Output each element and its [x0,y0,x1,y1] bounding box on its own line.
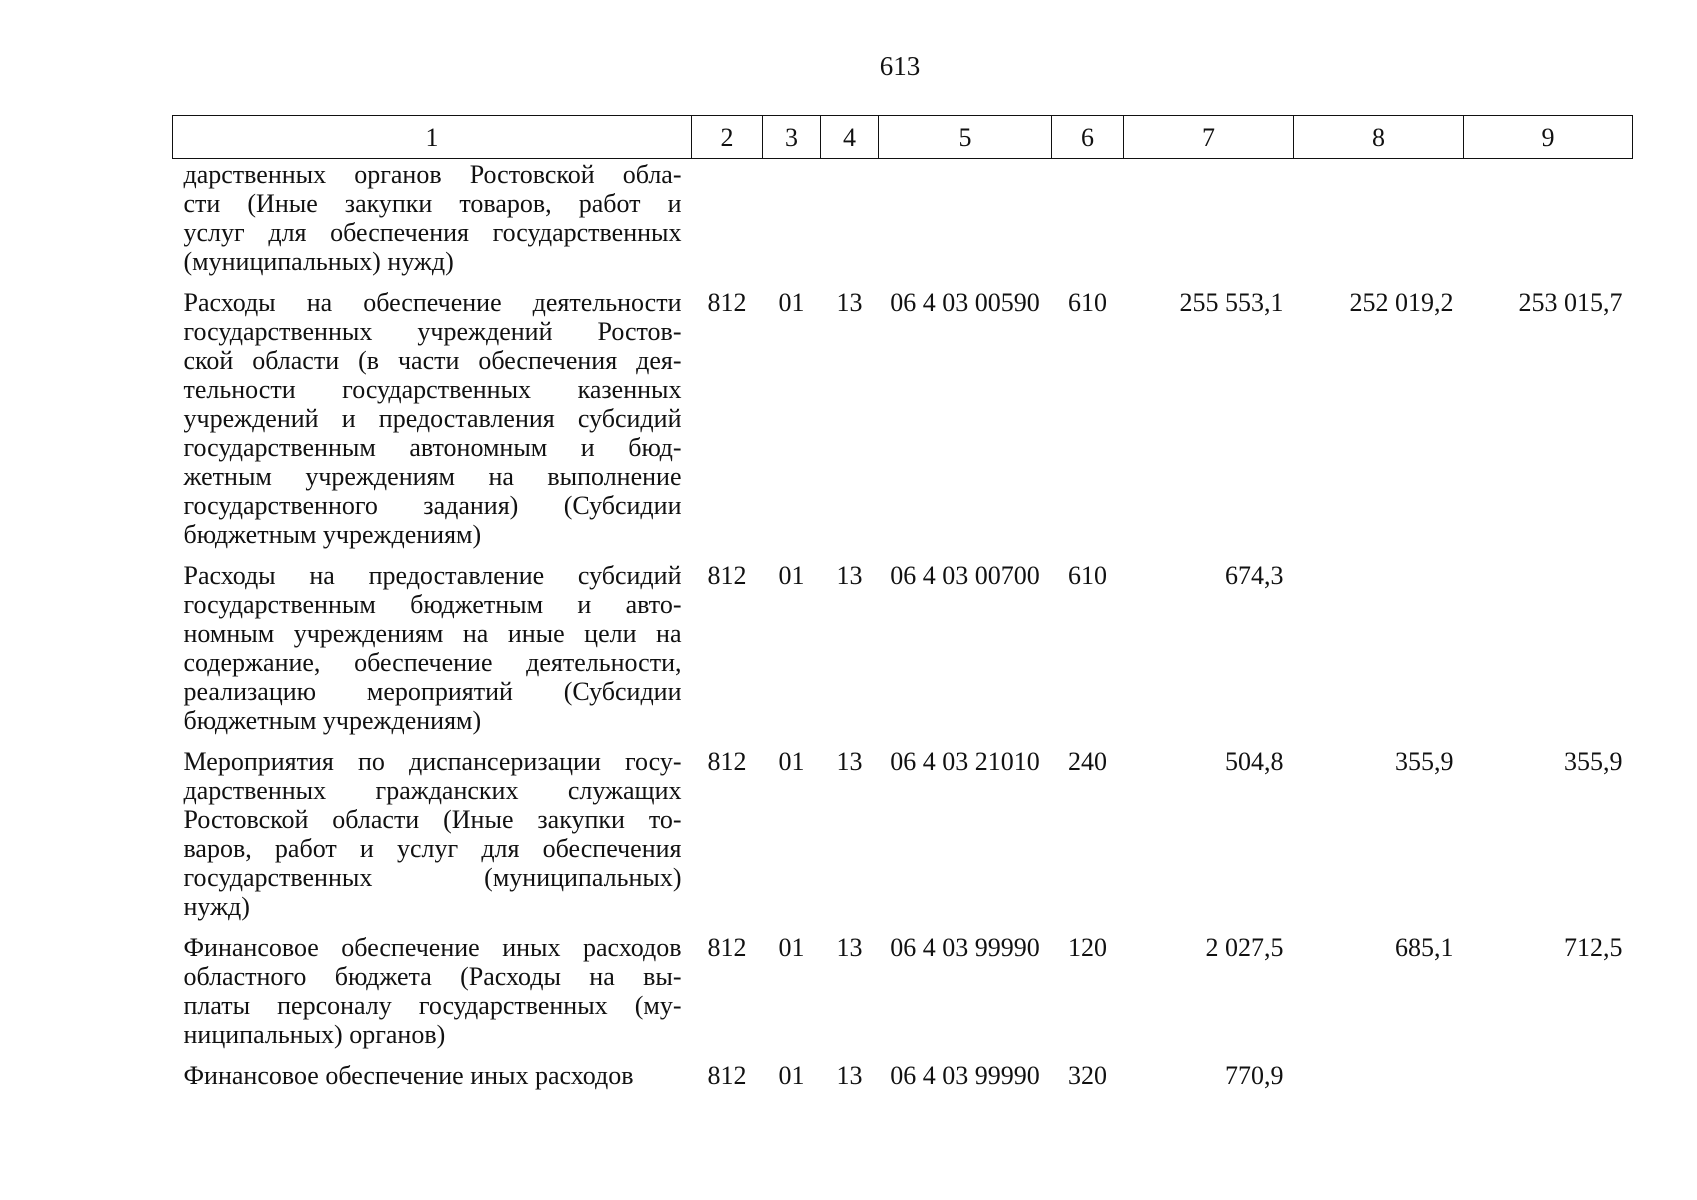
cell-amount-col-9 [1464,549,1633,735]
column-header-6: 6 [1052,116,1124,159]
description-line: Мероприятия по диспансеризации госу- [183,747,682,776]
page-number: 613 [879,51,921,81]
column-header-2: 2 [692,116,763,159]
description-line: платы персоналу государственных (му- [183,991,682,1020]
cell-ministry-code: 812 [707,288,747,317]
table-row [173,159,1633,277]
cell-description [173,735,692,921]
description-line: содержание, обеспечение деятельности, [183,648,682,677]
cell-target-article: 06 4 03 00590 [890,288,1040,317]
description-line: Финансовое обеспечение иных расходов [183,1061,634,1090]
cell-description [173,159,692,277]
description-line: государственного задания) (Субсидии [183,491,682,520]
description-line: сти (Иные закупки товаров, работ и [183,189,682,218]
description-line: государственных учреждений Ростов- [183,317,682,346]
description-line: дарственных органов Ростовской обла- [183,160,682,189]
cell-amount-col-8: 355,9 [1395,747,1454,776]
column-header-9: 9 [1464,116,1633,159]
column-header-1: 1 [173,116,692,159]
table-row [173,549,1633,735]
cell-amount-col-7: 255 553,1 [1179,288,1284,317]
description-line: тельности государственных казенных [183,375,682,404]
description-line: Финансовое обеспечение иных расходов [183,933,682,962]
cell-section-code: 01 [778,561,805,590]
cell-description [173,1049,692,1090]
cell-amount-col-8 [1294,1049,1464,1090]
cell-amount-col-7: 674,3 [1225,561,1284,590]
cell-description [173,549,692,735]
table-row [173,1049,1633,1090]
cell-expense-type: 610 [1068,561,1107,590]
cell-ministry-code: 812 [707,1061,747,1090]
cell-description [173,921,692,1049]
column-header-4: 4 [821,116,879,159]
description-line: услуг для обеспечения государственных [183,218,682,247]
description-line: государственным бюджетным и авто- [183,590,682,619]
table-body [173,159,1633,1091]
cell-amount-col-7 [1124,159,1294,277]
description-line: учреждений и предоставления субсидий [183,404,682,433]
cell-amount-col-9: 355,9 [1564,747,1623,776]
description-line: государственных (муниципальных) [183,863,682,892]
cell-target-article: 06 4 03 00700 [890,561,1040,590]
cell-section-code [763,159,821,277]
description-line: жетным учреждениям на выполнение [183,462,682,491]
description-line: ской области (в части обеспечения дея- [183,346,682,375]
description-line: Расходы на обеспечение деятельности [183,288,682,317]
cell-amount-col-9: 712,5 [1564,933,1623,962]
description-line: варов, работ и услуг для обеспечения [183,834,682,863]
column-header-7: 7 [1124,116,1294,159]
cell-target-article: 06 4 03 21010 [890,747,1040,776]
cell-subsection-code [821,159,879,277]
cell-amount-col-9 [1464,1049,1633,1090]
cell-expense-type: 120 [1068,933,1107,962]
cell-amount-col-7: 770,9 [1225,1061,1284,1090]
description-line: (муниципальных) нужд) [183,247,454,276]
table-row [173,735,1633,921]
description-line: бюджетным учреждениям) [183,520,482,549]
cell-amount-col-7: 2 027,5 [1205,933,1284,962]
cell-subsection-code: 13 [836,288,863,317]
description-line: ниципальных) органов) [183,1020,446,1049]
cell-section-code: 01 [778,288,805,317]
cell-section-code: 01 [778,747,805,776]
description-line: нужд) [183,892,250,921]
cell-expense-type: 610 [1068,288,1107,317]
description-line: Расходы на предоставление субсидий [183,561,682,590]
cell-subsection-code: 13 [836,561,863,590]
column-header-3: 3 [763,116,821,159]
cell-section-code: 01 [778,1061,805,1090]
cell-amount-col-7: 504,8 [1225,747,1284,776]
description-line: бюджетным учреждениям) [183,706,482,735]
cell-subsection-code: 13 [836,747,863,776]
description-line: областного бюджета (Расходы на вы- [183,962,682,991]
cell-section-code: 01 [778,933,805,962]
table-header-row [173,116,1633,159]
cell-ministry-code: 812 [707,561,747,590]
column-header-5: 5 [879,116,1052,159]
cell-target-article: 06 4 03 99990 [890,933,1040,962]
cell-expense-type: 240 [1068,747,1107,776]
table-row [173,921,1633,1049]
cell-ministry-code: 812 [707,933,747,962]
table-row [173,276,1633,549]
description-line: номным учреждениям на иные цели на [183,619,682,648]
cell-subsection-code: 13 [836,933,863,962]
cell-expense-type [1052,159,1124,277]
cell-ministry-code: 812 [707,747,747,776]
description-line: дарственных гражданских служащих [183,776,682,805]
cell-amount-col-8: 252 019,2 [1349,288,1454,317]
cell-amount-col-9 [1464,159,1633,277]
column-header-8: 8 [1294,116,1464,159]
cell-target-article [879,159,1052,277]
cell-target-article: 06 4 03 99990 [890,1061,1040,1090]
cell-amount-col-9: 253 015,7 [1518,288,1623,317]
description-line: реализацию мероприятий (Субсидии [183,677,682,706]
cell-amount-col-8 [1294,549,1464,735]
cell-subsection-code: 13 [836,1061,863,1090]
cell-amount-col-8 [1294,159,1464,277]
cell-expense-type: 320 [1068,1061,1107,1090]
description-line: государственным автономным и бюд- [183,433,682,462]
description-line: Ростовской области (Иные закупки то- [183,805,682,834]
cell-description [173,276,692,549]
budget-table [172,115,1633,1090]
cell-ministry-code [692,159,763,277]
cell-amount-col-8: 685,1 [1395,933,1454,962]
